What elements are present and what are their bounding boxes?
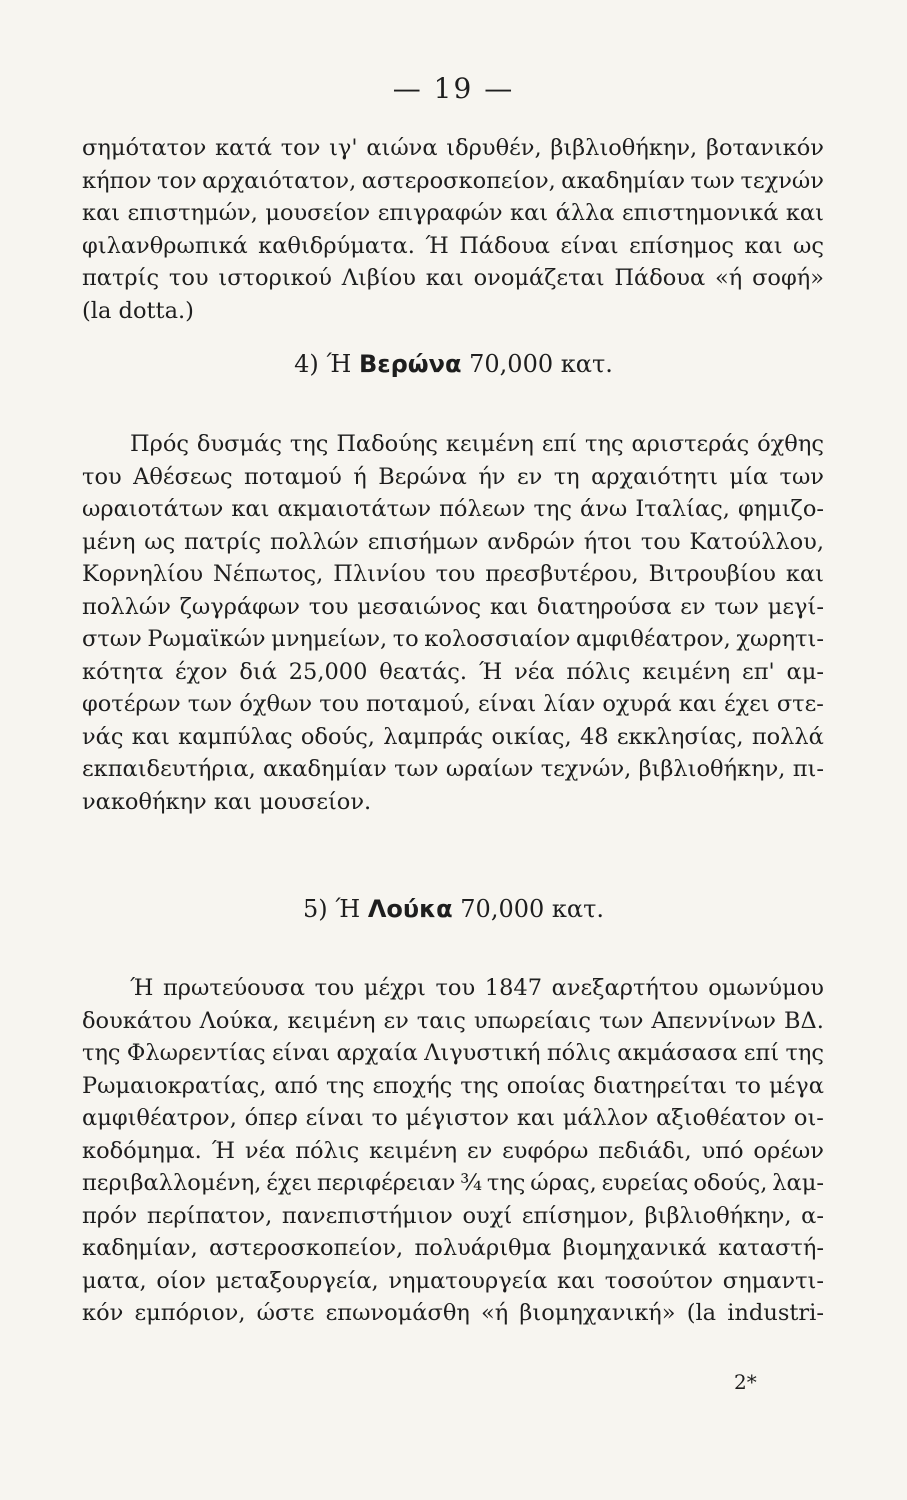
text-line: (la dotta.) [82,297,194,324]
heading-verona-prefix: 4) Ή [294,350,352,378]
text-line: Πρός δυσμάς της Παδούης κειμένη επί της αριστεράς όχθης [130,431,824,457]
text-line: νακοθήκην και μουσείον. [82,788,372,815]
text-line: κοδόμημα. Ή νέα πόλις κειμένη εν ευφόρω πεδιάδι, υπό ορέων [82,1137,824,1164]
heading-lucca-prefix: 5) Ή [302,895,361,923]
paragraph-padua [82,132,824,327]
page-number: — 19 — [392,72,515,105]
heading-lucca-population: 70,000 κατ. [460,895,604,923]
text-line: ματα, οίον μεταξουργεία, νηματουργεία και τοσούτον σημαντι- [82,1267,824,1294]
paragraph-verona [82,428,824,818]
text-line: σημότατον κατά τον ιγ' αιώνα ιδρυθέν, βιβλιοθήκην, βοτανικόν [82,135,824,161]
text-line: κήπον τον αρχαιότατον, αστεροσκοπείον, ακαδημίαν των τεχνών [82,167,824,194]
text-line: κότητα έχον διά 25,000 θεατάς. Ή νέα πόλις κειμένη επ' αμ- [82,658,824,685]
text-line: δουκάτου Λούκα, κειμένη εν ταις υπωρείαις των Απεννίνων ΒΔ. [82,1007,824,1034]
text-line: ωραιοτάτων και ακμαιοτάτων πόλεων της άνω Ιταλίας, φημιζο- [82,496,824,522]
heading-verona-city: Βερώνα [358,350,462,378]
heading-verona-population: 70,000 κατ. [469,350,613,378]
text-line: αμφιθέατρον, όπερ είναι το μέγιστον και μάλλον αξιοθέατον οι- [82,1105,824,1131]
text-line: πρόν περίπατον, πανεπιστήμιον ουχί επίσημον, βιβλιοθήκην, α- [82,1202,824,1229]
text-line: μένη ως πατρίς πολλών επισήμων ανδρών ήτοι του Κατούλλου, [82,528,824,555]
text-line: Ή πρωτεύουσα του μέχρι του 1847 ανεξαρτήτου ομωνύμου [130,975,824,1001]
heading-lucca-city: Λούκα [367,895,453,923]
text-line: νάς και καμπύλας οδούς, λαμπράς οικίας, 48 εκκλησίας, πολλά [82,723,824,750]
text-line: περιβαλλομένη, έχει περιφέρειαν ¾ της ώρας, ευρείας οδούς, λαμ- [82,1170,824,1196]
text-line: του Αθέσεως ποταμού ή Βερώνα ήν εν τη αρχαιότητι μία των [82,463,824,490]
signature-mark: 2* [734,1370,757,1394]
text-line: Ρωμαιοκρατίας, από της εποχής της οποίας διατηρείται το μέγα [82,1072,824,1099]
text-line: φοτέρων των όχθων του ποταμού, είναι λίαν οχυρά και έχει στε- [82,691,824,717]
paragraph-lucca [82,972,824,1330]
heading-verona [0,350,907,378]
text-line: Κορνηλίου Νέπωτος, Πλινίου του πρεσβυτέρου, Βιτρουβίου και [82,561,824,587]
text-line: της Φλωρεντίας είναι αρχαία Λιγυστική πόλις ακμάσασα επί της [82,1040,824,1066]
text-line: καδημίαν, αστεροσκοπείον, πολυάριθμα βιομηχανικά καταστή- [82,1235,824,1261]
text-line: κόν εμπόριον, ώστε επωνομάσθη «ή βιομηχανική» (la industri- [82,1300,824,1326]
text-line: εκπαιδευτήρια, ακαδημίαν των ωραίων τεχνών, βιβλιοθήκην, πι- [82,756,824,782]
text-line: πατρίς του ιστορικού Λιβίου και ονομάζεται Πάδουα «ή σοφή» [82,265,824,291]
text-line: στων Ρωμαϊκών μνημείων, το κολοσσιαίον αμφιθέατρον, χωρητι- [82,626,824,652]
text-line: φιλανθρωπικά καθιδρύματα. Ή Πάδουα είναι επίσημος και ως [82,232,824,259]
text-line: και επιστημών, μουσείον επιγραφών και άλλα επιστημονικά και [82,200,824,226]
text-line: πολλών ζωγράφων του μεσαιώνος και διατηρούσα εν των μεγί- [82,593,824,620]
heading-lucca [0,895,907,923]
